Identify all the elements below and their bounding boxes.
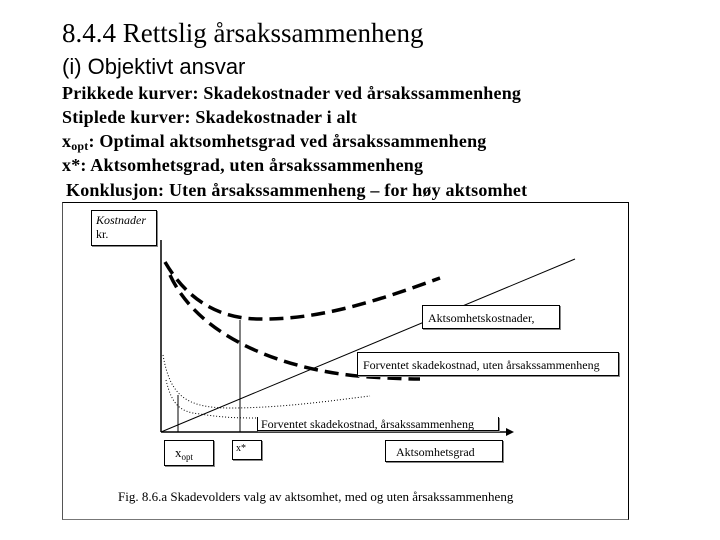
y-axis-label-unit: kr. <box>96 227 109 241</box>
total-cost-causation-curve <box>166 380 262 418</box>
expected-cost-causation-curve <box>163 355 370 408</box>
legend-xstar: x*: Aktsomhetsgrad, uten årsakssammenheng <box>62 155 424 175</box>
figure-caption: Fig. 8.6.a Skadevolders valg av aktsomhet, med og uten årsakssammenheng <box>118 489 514 504</box>
xopt-desc: : Optimal aktsomhetsgrad ved årsakssammenheng <box>88 131 487 151</box>
x-axis-arrow <box>506 428 514 436</box>
expected-cost-causation-label: Forventet skadekostnad, årsakssammenheng <box>257 417 499 431</box>
legend-dotted: Prikkede kurver: Skadekostnader ved årsakssammenheng <box>62 83 522 103</box>
expected-cost-no-causation-label: Forventet skadekostnad, uten årsakssammenheng <box>357 352 619 376</box>
care-cost-line <box>161 259 575 432</box>
xstar-label: x* <box>232 440 262 460</box>
xopt-label-sub: opt <box>181 452 194 462</box>
xopt-label <box>164 440 214 466</box>
care-cost-label: Aktsomhetskostnader, <box>422 305 560 329</box>
slide-title: 8.4.4 Rettslig årsakssammenheng <box>62 18 424 48</box>
slide-subtitle: (i) Objektivt ansvar <box>62 54 246 79</box>
x-axis-label: Aktsomhetsgrad <box>385 440 503 462</box>
xopt-var: x <box>62 131 72 151</box>
total-cost-curve-upper <box>165 262 440 319</box>
y-axis-label-costs: Kostnader <box>96 213 147 227</box>
legend-dashed: Stiplede kurver: Skadekostnader i alt <box>62 107 358 127</box>
xopt-label-var: x <box>175 445 182 460</box>
y-axis-label-box <box>91 210 157 246</box>
xopt-sub: opt <box>71 139 89 153</box>
conclusion: Konklusjon: Uten årsakssammenheng – for høy aktsomhet <box>66 180 528 200</box>
